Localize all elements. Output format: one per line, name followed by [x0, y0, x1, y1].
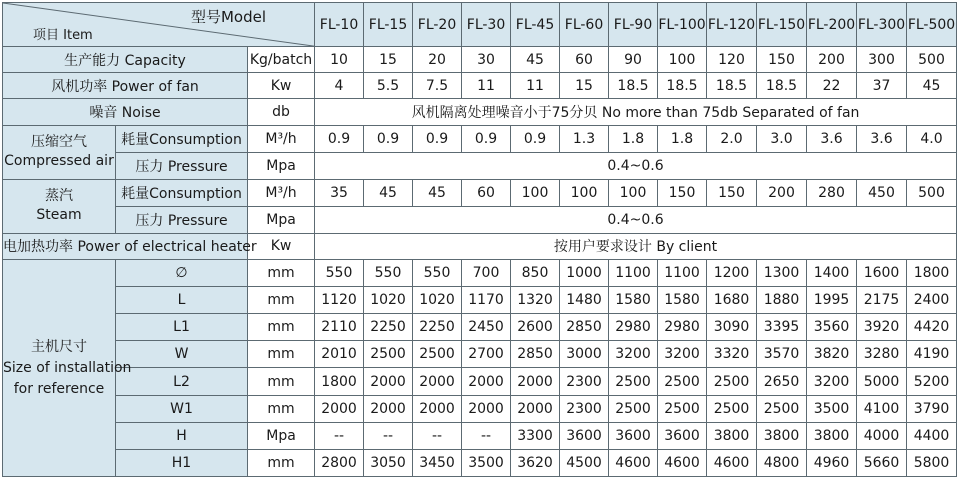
- compressed-pressure-value: 0.4~0.6: [315, 152, 957, 179]
- size-row: [3, 260, 957, 287]
- steam-consumption-value: 200: [757, 179, 807, 206]
- model-header: FL-15: [364, 3, 413, 47]
- dimension-value: 1580: [658, 287, 707, 314]
- dimension-value: 4600: [658, 449, 707, 476]
- steam-consumption-label: 耗量Consumption: [116, 179, 248, 206]
- dimension-unit: mm: [248, 287, 315, 314]
- dimension-value: 3395: [757, 314, 807, 341]
- dimension-value: 2000: [315, 395, 364, 422]
- steam-consumption-value: 35: [315, 179, 364, 206]
- steam-consumption-value: 500: [907, 179, 957, 206]
- compressed-consumption-value: 4.0: [907, 125, 957, 152]
- steam-consumption-row: [3, 179, 957, 206]
- steam-consumption-value: 100: [609, 179, 658, 206]
- dimension-name: H1: [116, 449, 248, 476]
- noise-row: [3, 99, 957, 125]
- steam-label: [3, 179, 116, 233]
- dimension-unit: mm: [248, 395, 315, 422]
- dimension-value: 4190: [907, 341, 957, 368]
- dimension-value: 2500: [364, 341, 413, 368]
- size-row: [3, 368, 957, 395]
- fan-value: 37: [857, 73, 907, 99]
- capacity-value: 500: [907, 47, 957, 73]
- size-label-en2: for reference: [13, 380, 105, 397]
- compressed-consumption-value: 0.9: [511, 125, 560, 152]
- dimension-value: --: [315, 422, 364, 449]
- dimension-value: 850: [511, 260, 560, 287]
- compressed-consumption-row: [3, 125, 957, 152]
- dimension-value: 4600: [609, 449, 658, 476]
- dimension-value: 3200: [658, 341, 707, 368]
- dimension-value: 2500: [658, 395, 707, 422]
- dimension-value: 1480: [560, 287, 609, 314]
- dimension-value: 2500: [658, 368, 707, 395]
- dimension-value: 4500: [560, 449, 609, 476]
- capacity-label: 生产能力 Capacity: [3, 47, 248, 73]
- dimension-value: 1020: [413, 287, 462, 314]
- dimension-value: 2450: [462, 314, 511, 341]
- steam-consumption-value: 450: [857, 179, 907, 206]
- header-model-label: 型号Model: [190, 8, 267, 26]
- dimension-value: 4400: [907, 422, 957, 449]
- dimension-value: 2300: [560, 368, 609, 395]
- dimension-value: 3300: [511, 422, 560, 449]
- dimension-value: 3090: [707, 314, 757, 341]
- dimension-value: 3200: [807, 368, 857, 395]
- dimension-unit: mm: [248, 341, 315, 368]
- fan-value: 18.5: [658, 73, 707, 99]
- dimension-value: 2000: [364, 368, 413, 395]
- fan-value: 11: [462, 73, 511, 99]
- steam-consumption-unit: M³/h: [248, 179, 315, 206]
- fan-value: 15: [560, 73, 609, 99]
- dimension-value: --: [462, 422, 511, 449]
- dimension-value: 2500: [707, 395, 757, 422]
- steam-pressure-unit: Mpa: [248, 206, 315, 233]
- dimension-value: 2000: [462, 395, 511, 422]
- capacity-value: 15: [364, 47, 413, 73]
- model-header: FL-45: [511, 3, 560, 47]
- compressed-consumption-value: 0.9: [364, 125, 413, 152]
- dimension-value: 1170: [462, 287, 511, 314]
- dimension-name: L1: [116, 314, 248, 341]
- dimension-value: 1400: [807, 260, 857, 287]
- dimension-value: 2000: [462, 368, 511, 395]
- dimension-value: 2500: [757, 395, 807, 422]
- dimension-value: 2000: [413, 368, 462, 395]
- dimension-value: 5800: [907, 449, 957, 476]
- dimension-value: 1020: [364, 287, 413, 314]
- dimension-value: --: [364, 422, 413, 449]
- dimension-value: 3600: [560, 422, 609, 449]
- heater-unit: Kw: [248, 233, 315, 259]
- model-header: FL-10: [315, 3, 364, 47]
- compressed-consumption-unit: M³/h: [248, 125, 315, 152]
- model-header: FL-150: [757, 3, 807, 47]
- dimension-value: 3200: [609, 341, 658, 368]
- model-header: FL-100: [658, 3, 707, 47]
- model-header: FL-60: [560, 3, 609, 47]
- compressed-label-en: Compressed air: [4, 153, 114, 170]
- dimension-name: L2: [116, 368, 248, 395]
- dimension-value: 2400: [907, 287, 957, 314]
- dimension-value: 1200: [707, 260, 757, 287]
- dimension-value: 2500: [413, 341, 462, 368]
- fan-value: 5.5: [364, 73, 413, 99]
- dimension-value: --: [413, 422, 462, 449]
- dimension-value: 2980: [658, 314, 707, 341]
- dimension-value: 2300: [560, 395, 609, 422]
- fan-value: 4: [315, 73, 364, 99]
- dimension-value: 2175: [857, 287, 907, 314]
- dimension-value: 4800: [757, 449, 807, 476]
- dimension-value: 5660: [857, 449, 907, 476]
- dimension-value: 2850: [560, 314, 609, 341]
- size-label: [3, 260, 132, 477]
- dimension-value: 1120: [315, 287, 364, 314]
- dimension-unit: mm: [248, 449, 315, 476]
- steam-pressure-row: [3, 206, 957, 233]
- heater-label: 电加热功率 Power of electrical heater: [3, 233, 248, 259]
- dimension-value: 3800: [807, 422, 857, 449]
- dimension-value: 700: [462, 260, 511, 287]
- heater-note: 按用户要求设计 By client: [315, 233, 957, 259]
- model-header: FL-300: [857, 3, 907, 47]
- dimension-unit: mm: [248, 314, 315, 341]
- dimension-value: 2110: [315, 314, 364, 341]
- fan-unit: Kw: [248, 73, 315, 99]
- dimension-value: 3500: [807, 395, 857, 422]
- dimension-value: 1580: [609, 287, 658, 314]
- capacity-unit: Kg/batch: [248, 47, 315, 73]
- dimension-value: 1300: [757, 260, 807, 287]
- compressed-consumption-label: 耗量Consumption: [116, 125, 248, 152]
- steam-consumption-value: 100: [511, 179, 560, 206]
- steam-consumption-value: 45: [413, 179, 462, 206]
- capacity-value: 30: [462, 47, 511, 73]
- capacity-value: 120: [707, 47, 757, 73]
- fan-value: 18.5: [757, 73, 807, 99]
- dimension-value: 2250: [413, 314, 462, 341]
- compressed-pressure-label: 压力 Pressure: [116, 152, 248, 179]
- dimension-unit: mm: [248, 260, 315, 287]
- dimension-value: 1995: [807, 287, 857, 314]
- compressed-consumption-value: 3.6: [857, 125, 907, 152]
- dimension-value: 1000: [560, 260, 609, 287]
- compressed-consumption-value: 1.3: [560, 125, 609, 152]
- dimension-value: 2850: [511, 341, 560, 368]
- dimension-value: 4960: [807, 449, 857, 476]
- dimension-value: 3920: [857, 314, 907, 341]
- dimension-value: 3320: [707, 341, 757, 368]
- dimension-value: 1600: [857, 260, 907, 287]
- dimension-value: 2000: [413, 395, 462, 422]
- dimension-value: 4420: [907, 314, 957, 341]
- steam-label-cn: 蒸汽: [45, 188, 73, 205]
- header-item-label: 项目 Item: [33, 28, 93, 44]
- dimension-value: 2000: [364, 395, 413, 422]
- model-header: FL-20: [413, 3, 462, 47]
- compressed-consumption-value: 2.0: [707, 125, 757, 152]
- dimension-value: 3500: [462, 449, 511, 476]
- steam-consumption-value: 280: [807, 179, 857, 206]
- noise-unit: db: [248, 99, 315, 125]
- compressed-consumption-value: 0.9: [462, 125, 511, 152]
- dimension-value: 1100: [658, 260, 707, 287]
- dimension-value: 1680: [707, 287, 757, 314]
- dimension-value: 2250: [364, 314, 413, 341]
- compressed-label: [3, 125, 116, 179]
- compressed-pressure-unit: Mpa: [248, 152, 315, 179]
- model-header: FL-500: [907, 3, 957, 47]
- dimension-value: 3570: [757, 341, 807, 368]
- size-row: [3, 287, 957, 314]
- steam-consumption-value: 45: [364, 179, 413, 206]
- dimension-value: 3790: [907, 395, 957, 422]
- capacity-value: 300: [857, 47, 907, 73]
- capacity-value: 45: [511, 47, 560, 73]
- size-row: [3, 314, 957, 341]
- dimension-value: 2700: [462, 341, 511, 368]
- dimension-value: 4100: [857, 395, 907, 422]
- dimension-value: 2650: [757, 368, 807, 395]
- compressed-label-cn: 压缩空气: [31, 134, 87, 151]
- steam-pressure-label: 压力 Pressure: [116, 206, 248, 233]
- steam-label-en: Steam: [36, 207, 82, 224]
- dimension-value: 3280: [857, 341, 907, 368]
- capacity-value: 60: [560, 47, 609, 73]
- noise-note: 风机隔离处理噪音小于75分贝 No more than 75db Separated of fan: [315, 99, 957, 125]
- dimension-value: 2000: [511, 368, 560, 395]
- dimension-value: 4600: [707, 449, 757, 476]
- compressed-consumption-value: 0.9: [413, 125, 462, 152]
- dimension-value: 3560: [807, 314, 857, 341]
- header-row: [3, 3, 957, 47]
- capacity-value: 200: [807, 47, 857, 73]
- dimension-value: 2500: [609, 395, 658, 422]
- dimension-name: L: [116, 287, 248, 314]
- model-header: FL-30: [462, 3, 511, 47]
- dimension-value: 550: [413, 260, 462, 287]
- compressed-consumption-value: 3.6: [807, 125, 857, 152]
- size-label-cn: 主机尺寸: [31, 338, 87, 355]
- dimension-value: 3620: [511, 449, 560, 476]
- capacity-value: 10: [315, 47, 364, 73]
- dimension-value: 550: [315, 260, 364, 287]
- model-header: FL-200: [807, 3, 857, 47]
- size-row: [3, 341, 957, 368]
- dimension-value: 1320: [511, 287, 560, 314]
- fan-value: 7.5: [413, 73, 462, 99]
- dimension-value: 3800: [757, 422, 807, 449]
- dimension-value: 2980: [609, 314, 658, 341]
- heater-row: [3, 233, 957, 259]
- size-row: [3, 395, 957, 422]
- dimension-value: 1800: [907, 260, 957, 287]
- fan-label: 风机功率 Power of fan: [3, 73, 248, 99]
- dimension-value: 3000: [560, 341, 609, 368]
- fan-value: 22: [807, 73, 857, 99]
- dimension-name: H: [116, 422, 248, 449]
- capacity-value: 150: [757, 47, 807, 73]
- dimension-name: W: [116, 341, 248, 368]
- dimension-value: 1100: [609, 260, 658, 287]
- dimension-value: 3450: [413, 449, 462, 476]
- dimension-unit: Mpa: [248, 422, 315, 449]
- dimension-name: ∅: [116, 260, 248, 287]
- size-row: [3, 422, 957, 449]
- dimension-unit: mm: [248, 368, 315, 395]
- model-header: FL-90: [609, 3, 658, 47]
- model-header: FL-120: [707, 3, 757, 47]
- steam-consumption-value: 60: [462, 179, 511, 206]
- fan-value: 18.5: [609, 73, 658, 99]
- steam-consumption-value: 150: [707, 179, 757, 206]
- dimension-value: 3800: [707, 422, 757, 449]
- fan-value: 45: [907, 73, 957, 99]
- dimension-value: 5000: [857, 368, 907, 395]
- dimension-value: 2500: [707, 368, 757, 395]
- steam-pressure-value: 0.4~0.6: [315, 206, 957, 233]
- capacity-value: 100: [658, 47, 707, 73]
- compressed-consumption-value: 3.0: [757, 125, 807, 152]
- steam-consumption-value: 150: [658, 179, 707, 206]
- fan-value: 18.5: [707, 73, 757, 99]
- dimension-value: 2000: [511, 395, 560, 422]
- dimension-value: 2600: [511, 314, 560, 341]
- capacity-value: 20: [413, 47, 462, 73]
- noise-label: 噪音 Noise: [3, 99, 248, 125]
- dimension-value: 3600: [658, 422, 707, 449]
- compressed-consumption-value: 1.8: [658, 125, 707, 152]
- capacity-value: 90: [609, 47, 658, 73]
- dimension-value: 4000: [857, 422, 907, 449]
- fan-value: 11: [511, 73, 560, 99]
- dimension-value: 3600: [609, 422, 658, 449]
- size-row: [3, 449, 957, 476]
- header-corner: [3, 3, 315, 47]
- size-label-en1: Size of installation: [3, 359, 132, 376]
- dimension-value: 3820: [807, 341, 857, 368]
- dimension-value: 1800: [315, 368, 364, 395]
- dimension-value: 3050: [364, 449, 413, 476]
- fan-row: [3, 73, 957, 99]
- dimension-name: W1: [116, 395, 248, 422]
- dimension-value: 5200: [907, 368, 957, 395]
- dimension-value: 1880: [757, 287, 807, 314]
- dimension-value: 550: [364, 260, 413, 287]
- compressed-pressure-row: [3, 152, 957, 179]
- compressed-consumption-value: 0.9: [315, 125, 364, 152]
- steam-consumption-value: 100: [560, 179, 609, 206]
- dimension-value: 2800: [315, 449, 364, 476]
- dimension-value: 2500: [609, 368, 658, 395]
- dimension-value: 2010: [315, 341, 364, 368]
- capacity-row: [3, 47, 957, 73]
- spec-table: [2, 2, 957, 477]
- compressed-consumption-value: 1.8: [609, 125, 658, 152]
